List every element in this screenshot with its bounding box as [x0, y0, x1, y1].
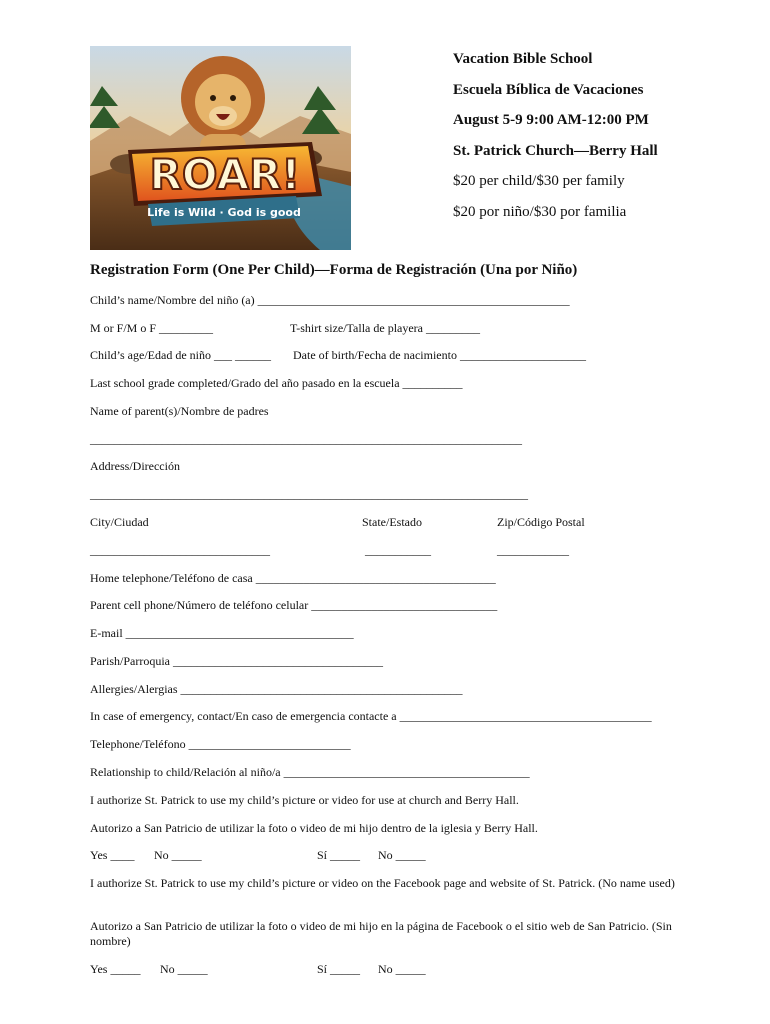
- state-label: State/Estado: [362, 515, 422, 529]
- child-name-field[interactable]: Child’s name/Nombre del niño (a) ____________________________________________________: [90, 293, 570, 307]
- home-phone-field[interactable]: Home telephone/Teléfono de casa ________________________________________: [90, 571, 496, 585]
- child-age-field[interactable]: Child’s age/Edad de niño ___ ______: [90, 348, 271, 362]
- event-title-es: Escuela Bíblica de Vacaciones: [453, 81, 644, 98]
- auth-2-si-field[interactable]: Sí _____: [317, 962, 361, 976]
- gender-field[interactable]: M or F/M o F _________: [90, 321, 214, 335]
- event-title-en: Vacation Bible School: [453, 51, 593, 67]
- allergies-field[interactable]: Allergies/Alergias _______________________________________________: [90, 682, 463, 696]
- form-title: Registration Form (One Per Child)—Forma de Registración (Una por Niño): [90, 262, 578, 278]
- roar-vbs-logo: [90, 46, 351, 250]
- relationship-field[interactable]: Relationship to child/Relación al niño/a _________________________________________: [90, 765, 530, 779]
- auth-1-no-es-field[interactable]: No _____: [378, 848, 426, 862]
- logo-tagline: Life is Wild · God is good: [147, 206, 301, 219]
- event-location: St. Patrick Church—Berry Hall: [453, 142, 658, 159]
- auth-2-no-field[interactable]: No _____: [160, 962, 208, 976]
- authorization-2-en: I authorize St. Patrick to use my child’s picture or video on the Facebook page and website of St. Patrick. (No name used): [90, 876, 675, 890]
- address-label: Address/Dirección: [90, 459, 180, 473]
- cell-phone-field[interactable]: Parent cell phone/Número de teléfono celular _______________________________: [90, 598, 498, 612]
- auth-1-no-field[interactable]: No _____: [154, 848, 202, 862]
- auth-1-si-field[interactable]: Sí _____: [317, 848, 361, 862]
- auth-1-yes-field[interactable]: Yes ____: [90, 848, 135, 862]
- parents-label: Name of parent(s)/Nombre de padres: [90, 404, 269, 418]
- logo-title: ROAR!: [149, 150, 301, 199]
- event-details: [453, 44, 753, 228]
- emergency-contact-field[interactable]: In case of emergency, contact/En caso de emergencia contacte a __________________________________________: [90, 709, 652, 723]
- address-field[interactable]: _________________________________________________________________________: [90, 487, 528, 501]
- date-of-birth-field[interactable]: Date of birth/Fecha de nacimiento _____________________: [293, 348, 586, 362]
- email-field[interactable]: E-mail ______________________________________: [90, 626, 354, 640]
- authorization-2-es: Autorizo a San Patricio de utilizar la foto o video de mi hijo en la página de Facebook o el sitio web de San Patricio. (Sin nombre): [90, 919, 672, 948]
- telephone-field[interactable]: Telephone/Teléfono ___________________________: [90, 737, 351, 751]
- authorization-1-es: Autorizo a San Patricio de utilizar la foto o video de mi hijo dentro de la iglesia y Berry Hall.: [90, 821, 538, 835]
- parents-field[interactable]: ________________________________________________________________________: [90, 432, 522, 446]
- parish-field[interactable]: Parish/Parroquia ___________________________________: [90, 654, 383, 668]
- event-price-es: $20 por niño/$30 por familia: [453, 203, 627, 220]
- auth-2-no-es-field[interactable]: No _____: [378, 962, 426, 976]
- city-field[interactable]: ______________________________: [90, 543, 270, 557]
- event-dates: August 5-9 9:00 AM-12:00 PM: [453, 112, 649, 129]
- zip-label: Zip/Código Postal: [497, 515, 585, 529]
- city-label: City/Ciudad: [90, 515, 149, 529]
- event-price-en: $20 per child/$30 per family: [453, 173, 625, 190]
- auth-2-yes-field[interactable]: Yes _____: [90, 962, 141, 976]
- authorization-1-en: I authorize St. Patrick to use my child’s picture or video for use at church and Berry Hall.: [90, 793, 519, 807]
- tshirt-size-field[interactable]: T-shirt size/Talla de playera _________: [290, 321, 480, 335]
- zip-field[interactable]: ____________: [497, 543, 569, 557]
- state-field[interactable]: ___________: [365, 543, 431, 557]
- school-grade-field[interactable]: Last school grade completed/Grado del año pasado en la escuela __________: [90, 376, 463, 390]
